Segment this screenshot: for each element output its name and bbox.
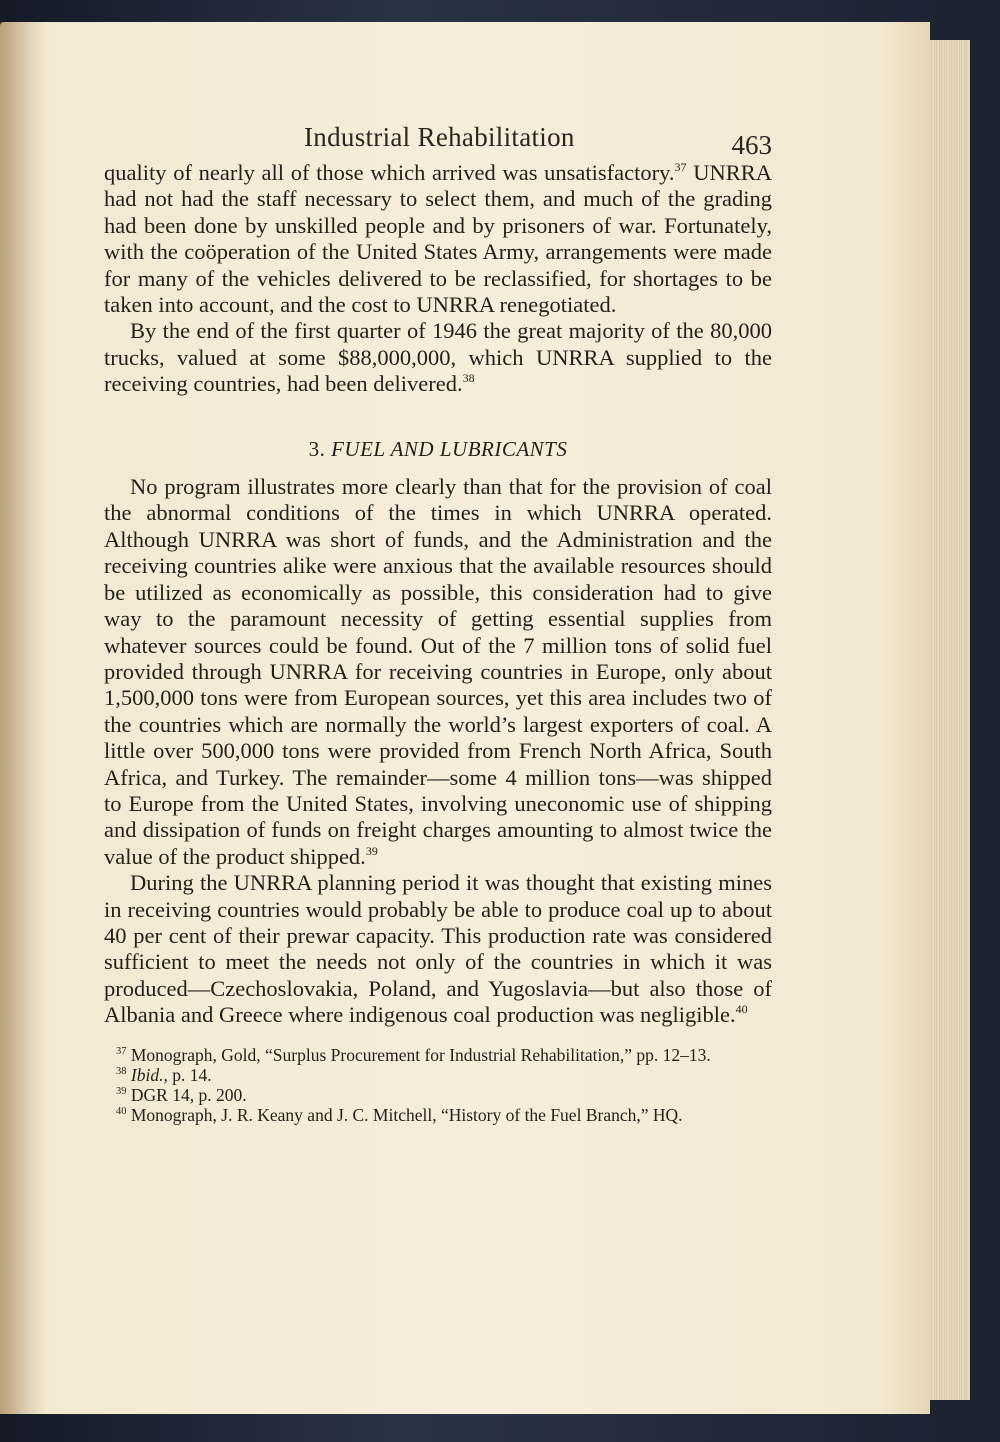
running-head: Industrial Rehabilitation	[304, 122, 575, 152]
page-number: 463	[731, 130, 772, 160]
footnotes	[104, 1045, 772, 1125]
paragraph-1: quality of nearly all of those which arrived was unsatisfactory.$^{37}$ UNRRA had not had the staff necessary to select them, and much of the grading had been done by unskilled people and by prisoners of war. Fortunately, with the coöperation of the United States Army, arrangements were made for many of the vehicles delivered to be reclassified, for shortages to be taken into account, and the cost to UNRRA renegotiated.	[104, 160, 772, 318]
footnote: $^{39}$ DGR 14, p. 200.	[116, 1084, 247, 1105]
footnote-ref: 39	[365, 843, 378, 858]
section-heading	[104, 436, 772, 462]
paragraph-3: No program illustrates more clearly than that for the provision of coal the abnormal conditions of the times in which UNRRA operated. Although UNRRA was short of funds, and the Administration and the receiving countries alike were anxious that the available resources should be utilized as economically as possible, this consideration had to give way to the paramount necessity of getting essential supplies from whatever sources could be found. Out of the 7 million tons of solid fuel provided through UNRRA for receiving countries in Europe, only about 1,500,000 tons were from European sources, yet this area includes two of the countries which are normally the world’s largest exporters of coal. A little over 500,000 tons were provided from French North Africa, South Africa, and Turkey. The remainder—some 4 million tons—was shipped to Europe from the United States, involving uneconomic use of shipping and dissipation of funds on freight charges amounting to almost twice the value of the product shipped.$^{39}$	[104, 474, 772, 869]
page-fore-edge	[930, 40, 970, 1400]
footnote-ref: 38	[462, 371, 475, 386]
footnote: $^{37}$ Monograph, Gold, “Surplus Procurement for Industrial Rehabilitation,” pp. 12–13.	[116, 1044, 711, 1065]
section-title: FUEL AND LUBRICANTS	[331, 436, 568, 461]
footnote-ref: 40	[735, 1002, 748, 1017]
section-number: 3.	[308, 436, 332, 461]
footnote: $^{40}$ Monograph, J. R. Keany and J. C. Mitchell, “History of the Fuel Branch,” HQ.	[116, 1104, 683, 1125]
paragraph-4: During the UNRRA planning period it was thought that existing mines in receiving countries would probably be able to produce coal up to about 40 per cent of their prewar capacity. This production rate was considered sufficient to meet the needs not only of the countries in which it was produced—Czechoslovakia, Poland, and Yugoslavia—but also those of Albania and Greece where indigenous coal production was negligible.$^{40}$	[104, 870, 772, 1028]
paragraph-2: By the end of the first quarter of 1946 the great majority of the 80,000 trucks, valued at some $88,000,000, which UNRRA supplied to the receiving countries, had been delivered.$^{38}$	[104, 318, 772, 397]
page-body	[104, 160, 772, 1125]
gutter-shadow	[0, 22, 46, 1414]
page-header	[104, 122, 772, 162]
footnote-ref: 37	[674, 160, 687, 174]
footnote: $^{38}$ Ibid., p. 14.	[116, 1064, 212, 1085]
